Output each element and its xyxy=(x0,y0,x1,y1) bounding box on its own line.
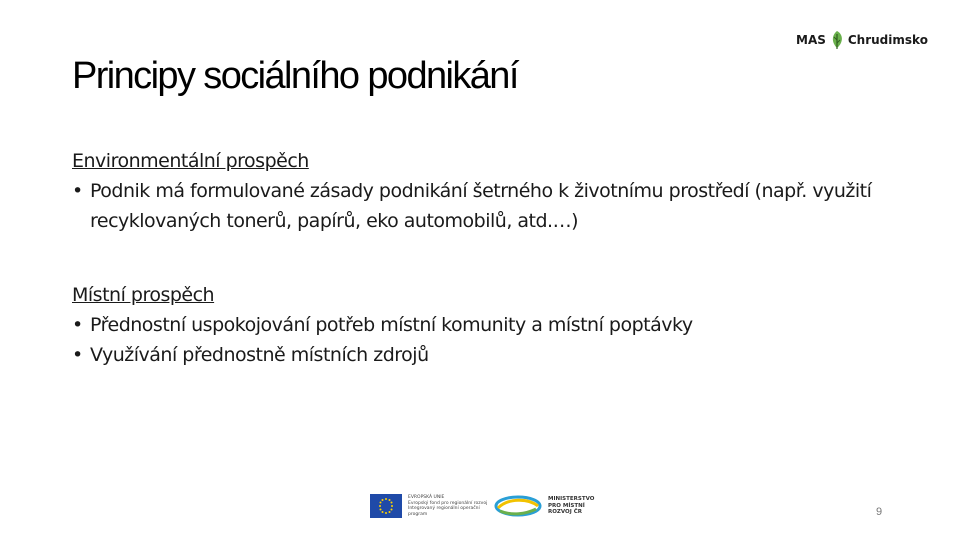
mas-chrudimsko-logo xyxy=(796,30,928,50)
slide-title: Principy sociálního podnikání xyxy=(72,55,518,97)
leaf-icon xyxy=(828,30,846,50)
bullet-text: Využívání přednostně místních zdrojů xyxy=(90,344,429,366)
section-heading-local: Místní prospěch xyxy=(72,284,215,306)
section-heading-environmental: Environmentální prospěch xyxy=(72,150,309,172)
eu-logo-text: EVROPSKÁ UNIE Evropský fond pro regionální rozvoj Integrovaný regionální operační program xyxy=(408,495,488,517)
logo-text-right: Chrudimsko xyxy=(847,33,928,47)
page-number: 9 xyxy=(876,506,883,518)
footer-logos xyxy=(370,494,594,518)
operational-programme-logo-icon xyxy=(494,494,542,518)
eu-flag-icon xyxy=(370,494,402,518)
bullet-marker: • xyxy=(72,344,83,366)
bullet-marker: • xyxy=(72,180,83,202)
bullet-text: Podnik má formulované zásady podnikání šetrného k životnímu prostředí (např. využití recyklovaných tonerů, papírů, eko automobilů, atd.…) xyxy=(90,180,872,232)
bullet-marker: • xyxy=(72,314,83,336)
ministry-logo-text: MINISTERSTVO PRO MÍSTNÍ ROZVOJ ČR xyxy=(548,496,595,516)
logo-text-left: MAS xyxy=(796,33,826,47)
bullet-item xyxy=(72,176,902,236)
bullet-item xyxy=(72,340,902,370)
bullet-item xyxy=(72,310,902,340)
bullet-text: Přednostní uspokojování potřeb místní komunity a místní poptávky xyxy=(90,314,693,336)
slide-body xyxy=(72,146,902,370)
